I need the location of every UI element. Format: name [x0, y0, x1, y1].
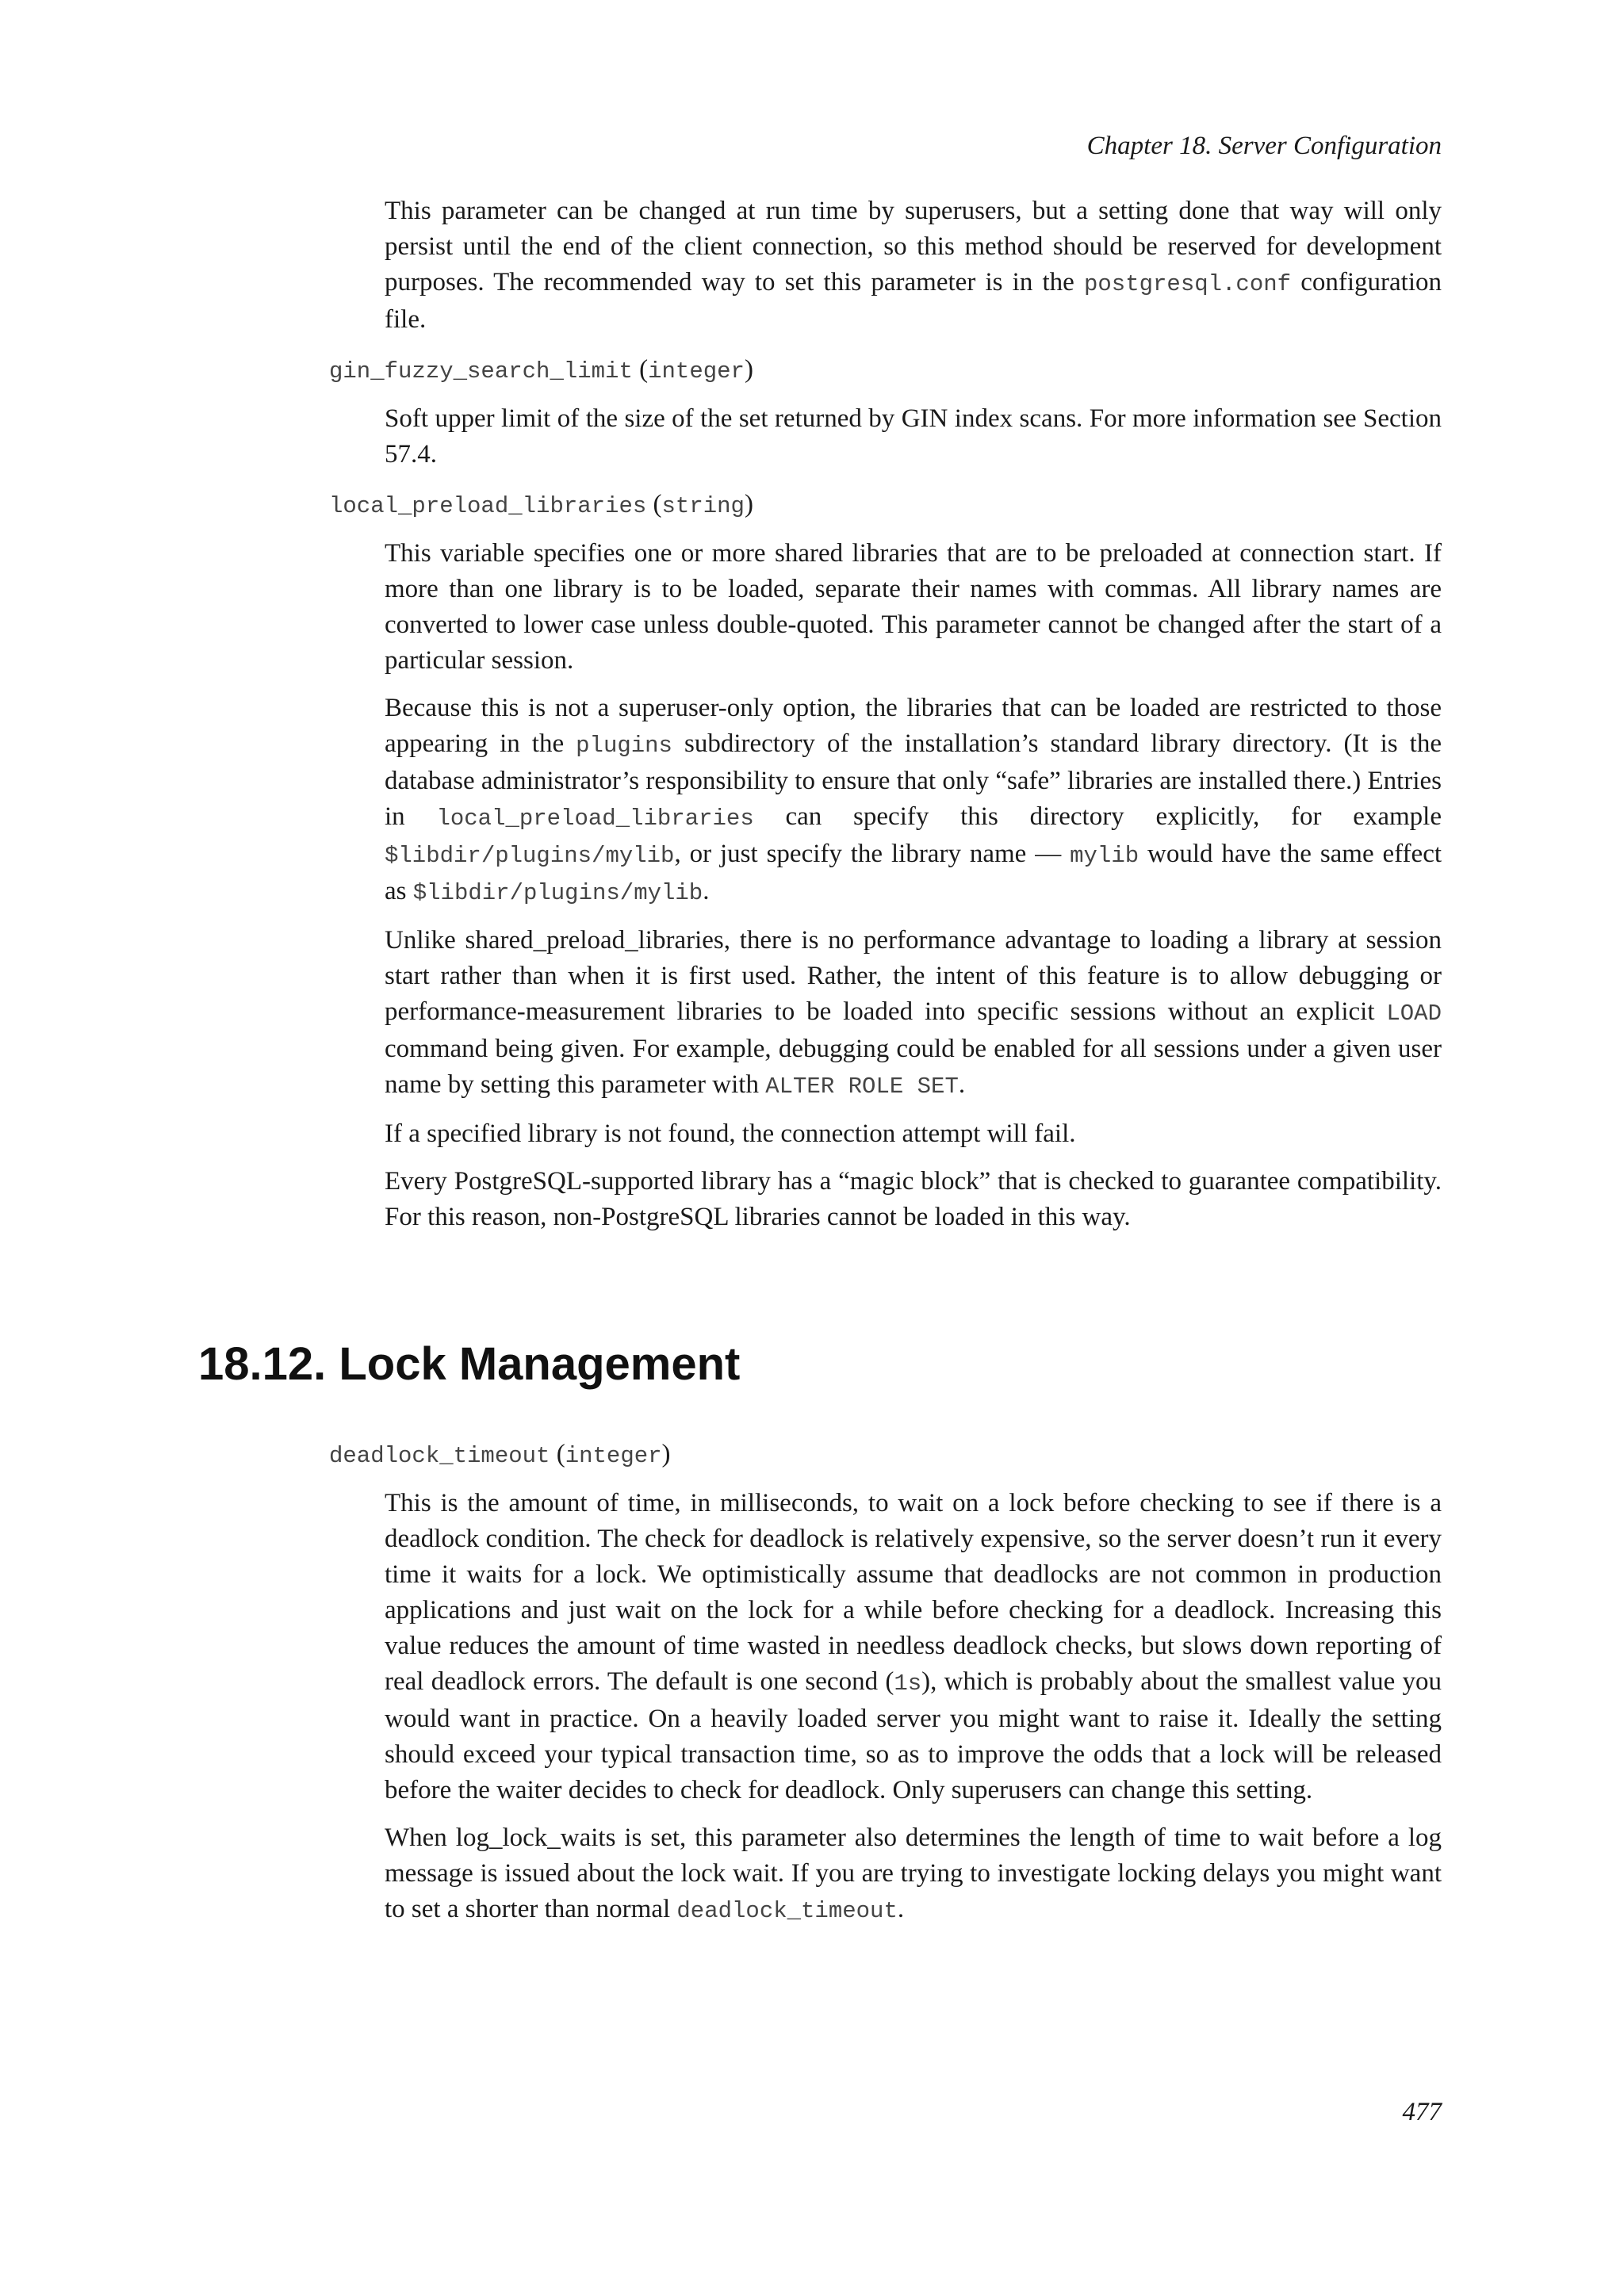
local-preload-paragraph-1: This variable specifies one or more shared libraries that are to be preloaded at connection start. If more than one library is to be loaded, separate their names with commas. All library names are converted to lower case unless double-quoted. This parameter cannot be changed after the start of a particular session.	[385, 539, 1442, 675]
section-heading: 18.12. Lock Management	[198, 1338, 741, 1390]
local-preload-paragraph-5: Every PostgreSQL-supported library has a “magic block” that is checked to guarantee compatibility. For this reason, non-PostgreSQL libraries cannot be loaded in this way.	[385, 1167, 1442, 1231]
param-term-gin-fuzzy-search-limit: gin_fuzzy_search_limit (integer)	[329, 355, 753, 385]
param-term-deadlock-timeout: deadlock_timeout (integer)	[329, 1440, 671, 1469]
param-type: string	[661, 493, 745, 519]
param-name: local_preload_libraries	[329, 493, 647, 519]
param-term-local-preload-libraries: local_preload_libraries (string)	[329, 490, 753, 519]
inline-code: LOAD	[1386, 1001, 1442, 1027]
param-type: integer	[565, 1443, 662, 1469]
page-content	[0, 193, 1624, 1929]
local-preload-paragraph-2: Because this is not a superuser-only option, the libraries that can be loaded are restricted to those appearing in the plugins subdirectory of the installation’s standard library directory. (It is the database administrator’s responsibility to ensure that only “safe” libraries are installed there.) Entries in local_preload_libraries can specify this directory explicitly, for example $libdir/plugins/mylib, or just specify the library name — mylib would have the same effect as $libdir/plugins/mylib.	[385, 694, 1442, 906]
running-header: Chapter 18. Server Configuration	[1086, 132, 1442, 160]
inline-code: plugins	[576, 733, 672, 759]
param-name: gin_fuzzy_search_limit	[329, 358, 633, 385]
param-name: deadlock_timeout	[329, 1443, 550, 1469]
deadlock-paragraph-1: This is the amount of time, in milliseconds, to wait on a lock before checking to see if there is a deadlock condition. The check for deadlock is relatively expensive, so the server doesn’t run it every time it waits for a lock. We optimistically assume that deadlocks are not common in production applications and just wait on the lock for a while before checking for a deadlock. Increasing this value reduces the amount of time wasted in needless deadlock checks, but slows down reporting of real deadlock errors. The default is one second (1s), which is probably about the smallest value you would want in practice. On a heavily loaded server you might want to raise it. Ideally the setting should exceed your typical transaction time, so as to improve the odds that a lock will be released before the waiter decides to check for deadlock. Only superusers can change this setting.	[385, 1489, 1442, 1804]
param-type: integer	[648, 358, 745, 385]
page-number: 477	[1402, 2098, 1442, 2126]
intro-paragraph: This parameter can be changed at run time by superusers, but a setting done that way will only persist until the end of the client connection, so this method should be reserved for development purposes. The recommended way to set this parameter is in the postgresql.conf configuration file.	[385, 197, 1442, 334]
inline-code: 1s	[894, 1670, 922, 1697]
inline-code: deadlock_timeout	[676, 1898, 898, 1924]
inline-code: postgresql.conf	[1084, 271, 1292, 297]
inline-code: local_preload_libraries	[436, 806, 754, 832]
inline-code: $libdir/plugins/mylib	[412, 880, 703, 906]
deadlock-paragraph-2: When log_lock_waits is set, this parameter also determines the length of time to wait before a log message is issued about the lock wait. If you are trying to investigate locking delays you might want to set a shorter than normal deadlock_timeout.	[385, 1823, 1442, 1924]
local-preload-paragraph-3: Unlike shared_preload_libraries, there is no performance advantage to loading a library at session start rather than when it is first used. Rather, the intent of this feature is to allow debugging or performance-measurement libraries to be loaded into specific sessions without an explicit LOAD command being given. For example, debugging could be enabled for all sessions under a given user name by setting this parameter with ALTER ROLE SET.	[385, 926, 1442, 1100]
inline-code: mylib	[1070, 843, 1139, 869]
inline-code: ALTER ROLE SET	[765, 1073, 959, 1100]
gin-description: Soft upper limit of the size of the set returned by GIN index scans. For more information see Section 57.4.	[385, 404, 1442, 469]
inline-code: $libdir/plugins/mylib	[385, 843, 675, 869]
local-preload-paragraph-4: If a specified library is not found, the connection attempt will fail.	[385, 1119, 1076, 1148]
